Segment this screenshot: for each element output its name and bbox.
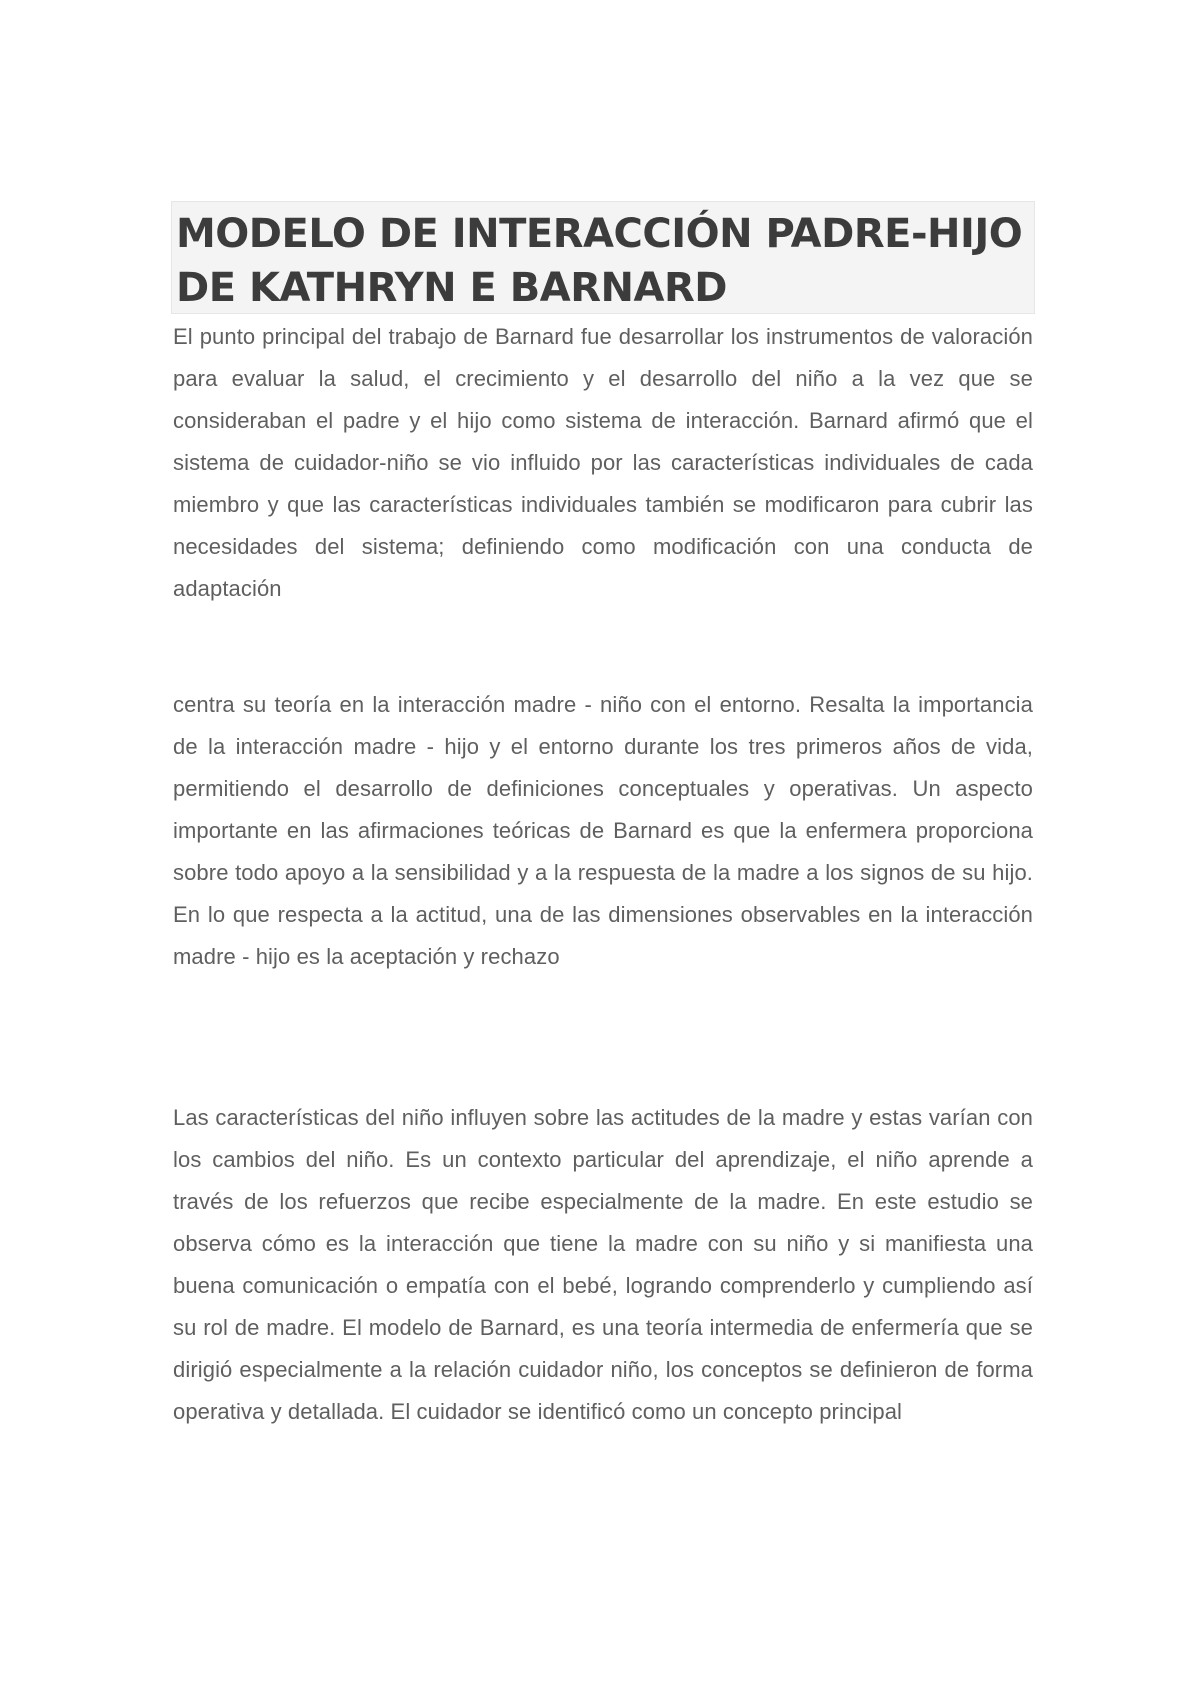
title-highlight-box [171,201,1035,314]
document-title: MODELO DE INTERACCIÓN PADRE-HIJO DE KATHRYN E BARNARD [176,211,1023,311]
paragraph-3: Las características del niño influyen sobre las actitudes de la madre y estas varían con los cambios del niño. Es un contexto particular del aprendizaje, el niño aprende a través de los refuerzos que recibe especialmente de la madre. En este estudio se observa cómo es la interacción que tiene la madre con su niño y si manifiesta una buena comunicación o empatía con el bebé, logrando comprenderlo y cumpliendo así su rol de madre. El modelo de Barnard, es una teoría intermedia de enfermería que se dirigió especialmente a la relación cuidador niño, los conceptos se definieron de forma operativa y detallada. El cuidador se identificó como un concepto principal [173,1105,1033,1424]
paragraph-2: centra su teoría en la interacción madre - niño con el entorno. Resalta la importancia de la interacción madre - hijo y el entorno durante los tres primeros años de vida, permitiendo el desarrollo de definiciones conceptuales y operativas. Un aspecto importante en las afirmaciones teóricas de Barnard es que la enfermera proporciona sobre todo apoyo a la sensibilidad y a la respuesta de la madre a los signos de su hijo. En lo que respecta a la actitud, una de las dimensiones observables en la interacción madre - hijo es la aceptación y rechazo [173,692,1033,969]
paragraph-1: El punto principal del trabajo de Barnard fue desarrollar los instrumentos de valoración para evaluar la salud, el crecimiento y el desarrollo del niño a la vez que se consideraban el padre y el hijo como sistema de interacción. Barnard afirmó que el sistema de cuidador-niño se vio influido por las características individuales de cada miembro y que las características individuales también se modificaron para cubrir las necesidades del sistema; definiendo como modificación con una conducta de adaptación [173,324,1033,601]
